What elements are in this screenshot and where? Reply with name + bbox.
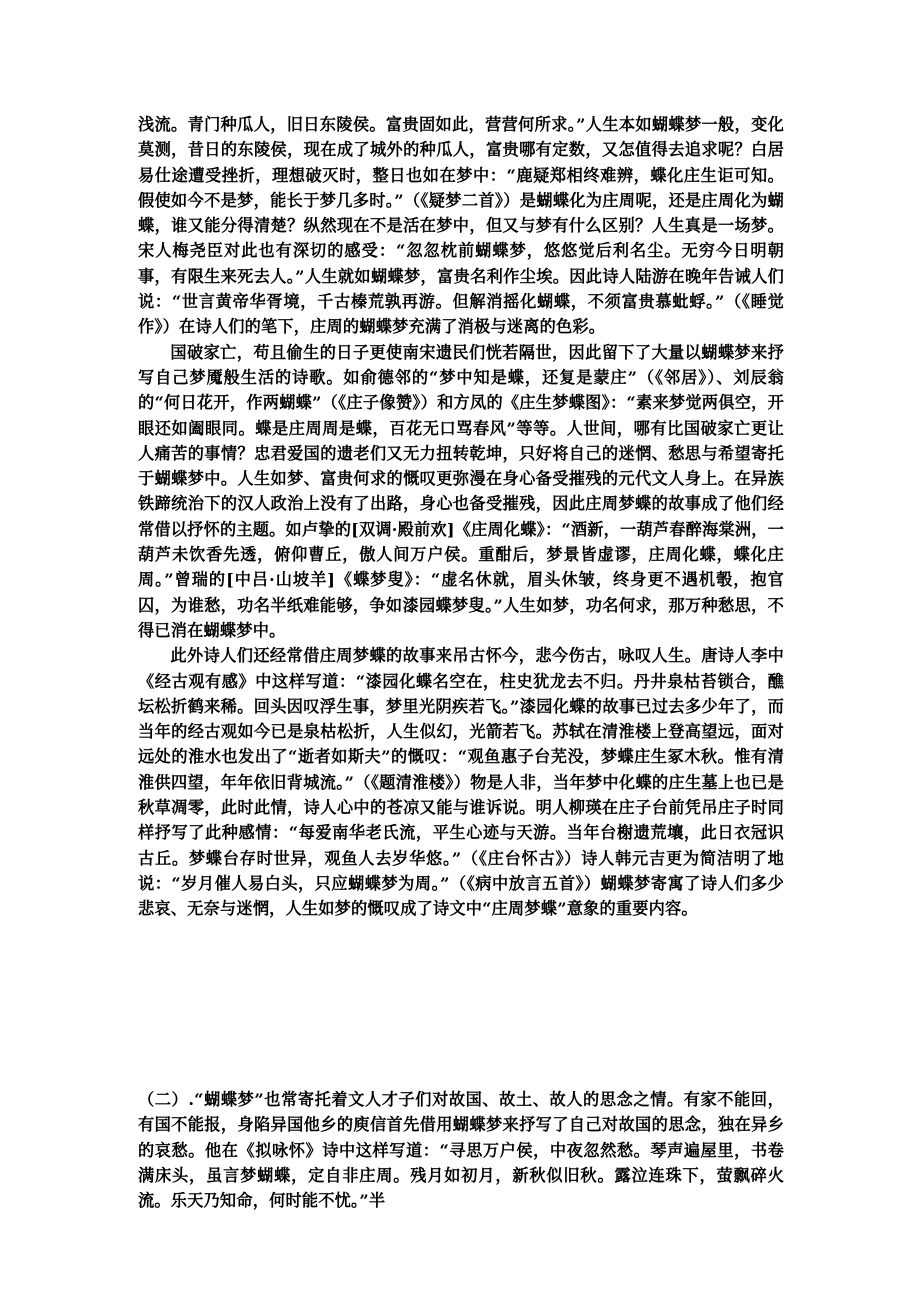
body-text-upper <box>138 112 784 922</box>
body-text-lower <box>138 1087 784 1213</box>
section-two-paragraph: （二）.“蝴蝶梦”也常寄托着文人才子们对故国、故土、故人的思念之情。有家不能回，有国不能报，身陷异国他乡的庾信首先借用蝴蝶梦来抒写了自己对故国的思念，独在异乡的哀愁。他在《拟咏怀》诗中这样写道：“寻思万户侯，中夜忽然愁。琴声遍屋里，书卷满床头，虽言梦蝴蝶，定自非庄周。残月如初月，新秋似旧秋。露泣连珠下，萤飘碎火流。乐天乃知命，何时能不忧。”半 <box>138 1090 784 1211</box>
paragraph-2: 国破家亡，苟且偷生的日子更使南宋遗民们恍若隔世，因此留下了大量以蝴蝶梦来抒写自己梦魇般生活的诗歌。如俞德邻的“梦中知是蝶，还复是蒙庄”（《邻居》）、刘辰翁的“何日花开，作两蝴蝶”（《庄子像赞》）和方凤的《庄生梦蝶图》：“素来梦觉两俱空，开眼还如阖眼同。蝶是庄周周是蝶，百花无口骂春风”等等。人世间，哪有比国破家亡更让人痛苦的事情？忠君爱国的遗老们又无力扭转乾坤，只好将自己的迷惘、愁思与希望寄托于蝴蝶梦中。人生如梦、富贵何求的慨叹更弥漫在身心备受摧残的元代文人身上。在异族铁蹄统治下的汉人政治上没有了出路，身心也备受摧残，因此庄周梦蝶的故事成了他们经常借以抒怀的主题。如卢挚的[双调·殿前欢]《庄周化蝶》：“酒新，一葫芦春醉海棠洲，一葫芦未饮香先透，俯仰曹丘，傲人间万户侯。重酣后，梦景皆虚谬，庄周化蝶，蝶化庄周。”曾瑞的[中吕·山坡羊]《蝶梦叟》：“虚名休就，眉头休皱，终身更不遇机彀，抱官囚，为谁愁，功名半纸难能够，争如漆园蝶梦叟。”人生如梦，功名何求，那万种愁思，不得已消在蝴蝶梦中。 <box>138 342 784 640</box>
paragraph-3: 此外诗人们还经常借庄周梦蝶的故事来吊古怀今，悲今伤古，咏叹人生。唐诗人李中《经古观有感》中这样写道：“漆园化蝶名空在，柱史犹龙去不归。丹井泉枯苔锁合，醮坛松折鹤来稀。回头因叹浮生事，梦里光阴疾若飞。”漆园化蝶的故事已过去多少年了，而当年的经古观如今已是泉枯松折，人生似幻，光箭若飞。苏轼在清淮楼上登高望远，面对远处的淮水也发出了“逝者如斯夫”的慨叹：“观鱼惠子台芜没，梦蝶庄生冢木秋。惟有清淮供四望，年年依旧背城流。”（《题清淮楼》）物是人非，当年梦中化蝶的庄生墓上也已是秋草凋零，此时此情，诗人心中的苍凉又能与谁诉说。明人柳瑛在庄子台前凭吊庄子时同样抒写了此种感情：“每爱南华老氏流，平生心迹与天游。当年台榭遗荒壤，此日衣冠识古丘。梦蝶台存时世异，观鱼人去岁华悠。”（《庄台怀古》）诗人韩元吉更为简洁明了地说：“岁月催人易白头，只应蝴蝶梦为周。”（《病中放言五首》）蝴蝶梦寄寓了诗人们多少悲哀、无奈与迷惘，人生如梦的慨叹成了诗文中“庄周梦蝶”意象的重要内容。 <box>138 646 784 919</box>
paragraph-1: 浅流。青门种瓜人，旧日东陵侯。富贵固如此，营营何所求。”人生本如蝴蝶梦一般，变化莫测，昔日的东陵侯，现在成了城外的种瓜人，富贵哪有定数，又怎值得去追求呢？白居易仕途遭受挫折，理想破灭时，整日也如在梦中：“鹿疑郑相终难辨，蝶化庄生讵可知。假使如今不是梦，能长于梦几多时。”（《疑梦二首》）是蝴蝶化为庄周呢，还是庄周化为蝴蝶，谁又能分得清楚？纵然现在不是活在梦中，但又与梦有什么区别？人生真是一场梦。宋人梅尧臣对此也有深切的感受：“忽忽枕前蝴蝶梦，悠悠觉后利名尘。无穷今日明朝事，有限生来死去人。”人生就如蝴蝶梦，富贵名利作尘埃。因此诗人陆游在晚年告诫人们说：“世言黄帝华胥境，千古榛荒孰再游。但解消摇化蝴蝶，不须富贵慕蚍蜉。”（《睡觉作》）在诗人们的笔下，庄周的蝴蝶梦充满了消极与迷离的色彩。 <box>138 115 784 337</box>
